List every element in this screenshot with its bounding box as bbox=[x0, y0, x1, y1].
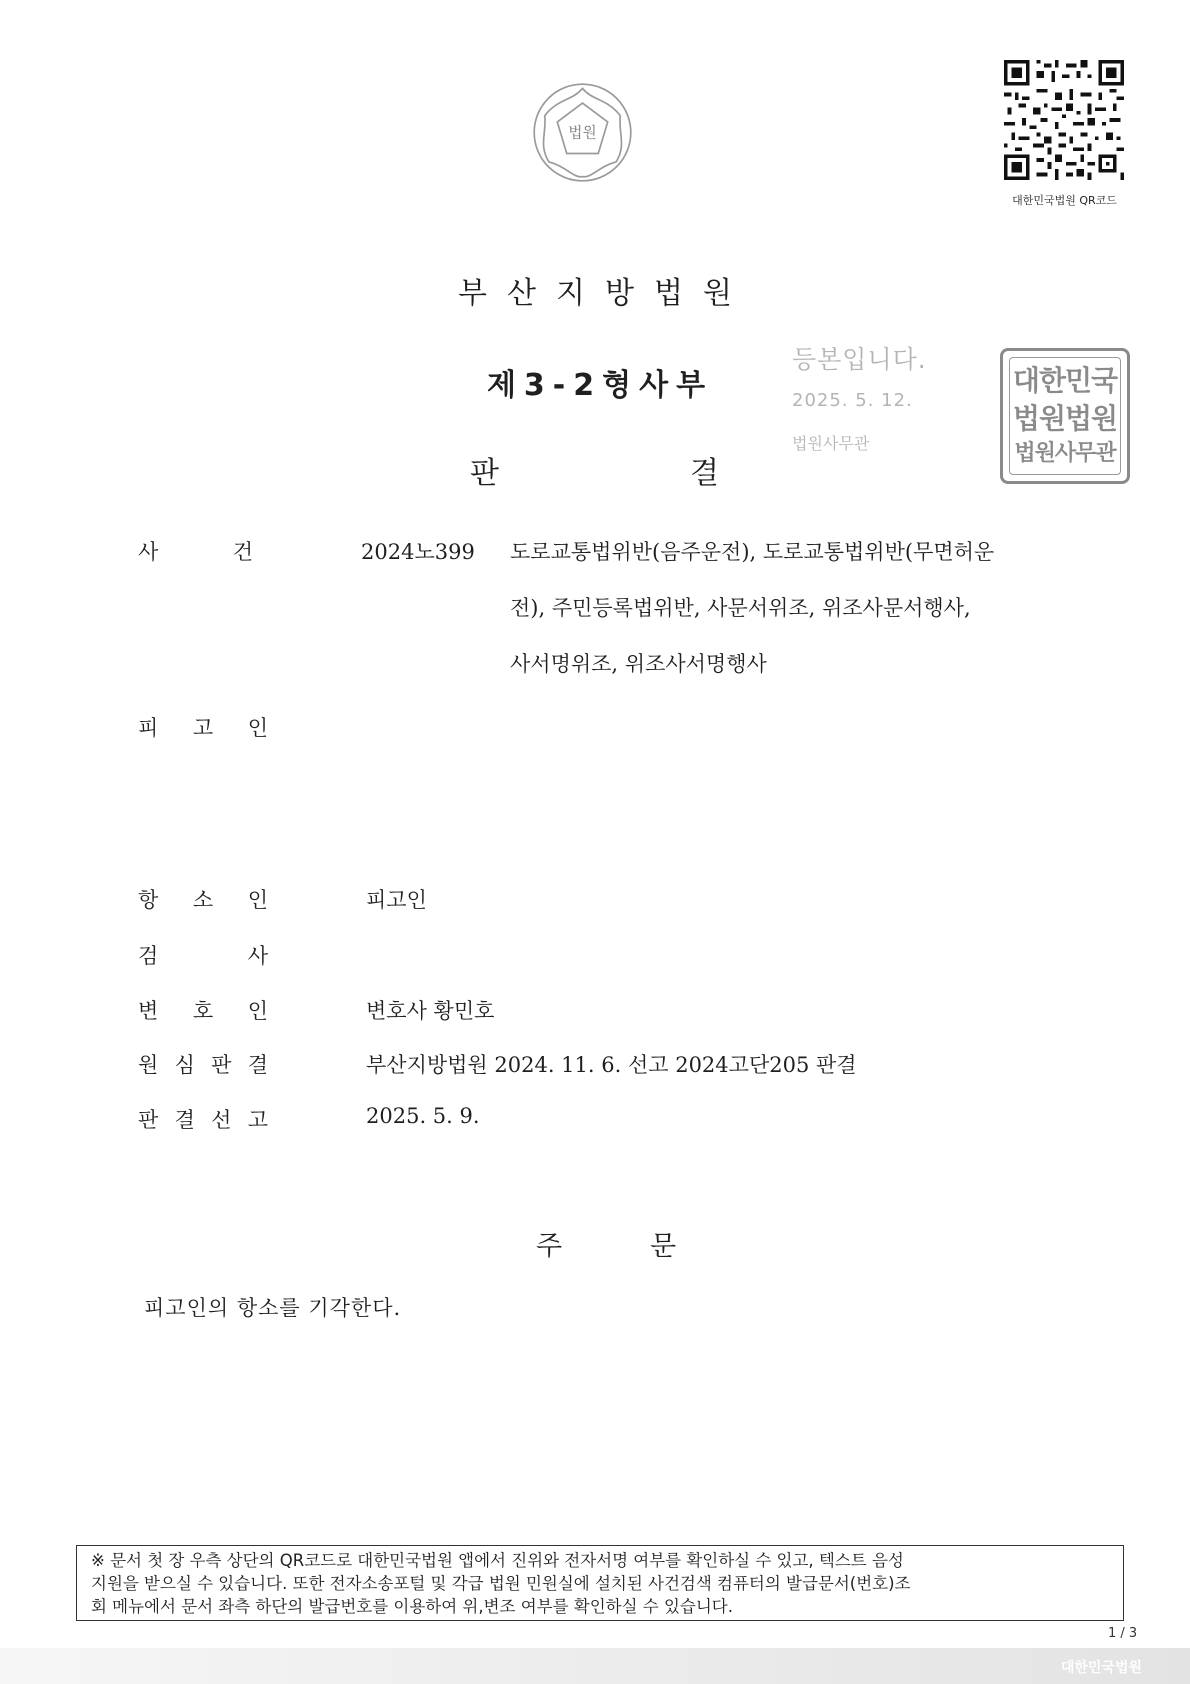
certified-copy-text: 등본입니다. bbox=[792, 345, 927, 374]
order-heading-part-2: 문 bbox=[650, 1231, 677, 1262]
page-number: 1 / 3 bbox=[1108, 1626, 1138, 1641]
court-division: 제3-2형사부 bbox=[486, 368, 714, 403]
case-number: 2024노399 bbox=[361, 540, 475, 564]
court-name: 부산지방법원 bbox=[458, 276, 752, 311]
seal-line-3: 법원사무관 bbox=[1014, 441, 1116, 466]
emblem-text: 법원 bbox=[568, 124, 597, 142]
document-title-part-2: 결 bbox=[690, 456, 719, 491]
notice-line-3: 회 메뉴에서 문서 좌측 하단의 발급번호를 이용하여 위,변조 여부를 확인하실 수 있습니다. bbox=[91, 1597, 733, 1616]
qr-code-icon[interactable] bbox=[1004, 60, 1124, 180]
prosecutor-label: 검 사 bbox=[138, 944, 268, 968]
notice-line-1: ※ 문서 첫 장 우측 상단의 QR코드로 대한민국법원 앱에서 진위와 전자서명 여부를 확인하실 수 있고, 텍스트 음성 bbox=[91, 1551, 904, 1570]
case-charges-line-1: 도로교통법위반(음주운전), 도로교통법위반(무면허운 bbox=[510, 540, 995, 564]
footer-band bbox=[0, 1648, 1190, 1684]
notice-line-2: 지원을 받으실 수 있습니다. 또한 전자소송포털 및 각급 법원 민원실에 설치된 사건검색 컴퓨터의 발급문서(번호)조 bbox=[91, 1574, 911, 1593]
counsel-label: 변 호 인 bbox=[138, 999, 268, 1023]
document-title-part-1: 판 bbox=[470, 456, 499, 491]
court-emblem bbox=[530, 80, 635, 185]
defendant-label: 피 고 인 bbox=[138, 716, 268, 740]
seal-line-2: 법원법원 bbox=[1012, 402, 1118, 435]
footer-brand: 대한민국법원 bbox=[1060, 1660, 1142, 1676]
seal-line-1: 대한민국 bbox=[1012, 364, 1118, 397]
verification-notice bbox=[76, 1545, 1124, 1621]
case-label: 사 건 bbox=[138, 540, 253, 564]
certified-copy-stamp bbox=[792, 340, 972, 454]
original-judgment-label: 원 심 판 결 bbox=[138, 1053, 268, 1077]
official-seal bbox=[1000, 348, 1130, 484]
order-text: 피고인의 항소를 기각한다. bbox=[144, 1296, 402, 1320]
appellant-label: 항 소 인 bbox=[138, 888, 268, 912]
appellant-value: 피고인 bbox=[366, 888, 427, 912]
order-heading-part-1: 주 bbox=[536, 1231, 563, 1262]
certified-copy-date: 2025. 5. 12. bbox=[792, 390, 913, 411]
case-charges-line-2: 전), 주민등록법위반, 사문서위조, 위조사문서행사, bbox=[510, 596, 971, 620]
original-judgment-value: 부산지방법원 2024. 11. 6. 선고 2024고단205 판결 bbox=[366, 1053, 857, 1077]
certified-copy-office: 법원사무관 bbox=[792, 434, 870, 453]
counsel-value: 변호사 황민호 bbox=[366, 999, 495, 1023]
sentencing-date-value: 2025. 5. 9. bbox=[366, 1104, 480, 1128]
sentencing-date-label: 판 결 선 고 bbox=[138, 1108, 268, 1132]
qr-code-label: 대한민국법원 QR코드 bbox=[1012, 194, 1117, 207]
case-charges-line-3: 사서명위조, 위조사서명행사 bbox=[510, 652, 767, 676]
